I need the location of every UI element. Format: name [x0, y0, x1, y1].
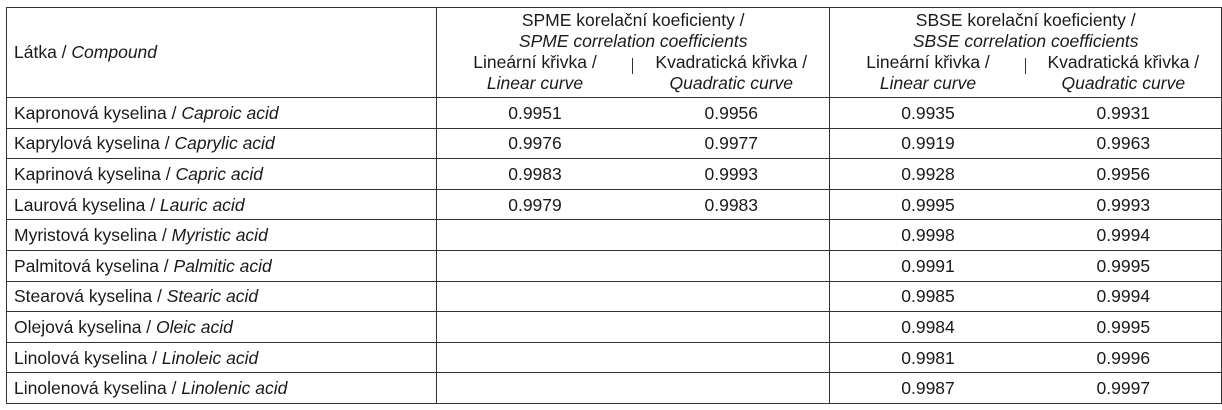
- spme-linear-header-en: Linear curve: [486, 73, 584, 93]
- compound-cell: [7, 128, 437, 159]
- spme-linear-value: [436, 220, 633, 251]
- spme-quadratic-value: 0.9993: [633, 159, 830, 190]
- spme-linear-value: [436, 342, 633, 373]
- compound-name-cz: Palmitová kyselina /: [14, 255, 174, 276]
- spme-group-header: [436, 8, 830, 53]
- compound-name-en: Linoleic acid: [161, 347, 259, 368]
- compound-cell: [7, 312, 437, 343]
- correlation-table: [6, 7, 1222, 404]
- compound-cell: [7, 159, 437, 190]
- compound-cell: [7, 373, 437, 404]
- compound-name-cz: Stearová kyselina /: [14, 286, 167, 307]
- sbse-quadratic-value: 0.9993: [1026, 189, 1222, 220]
- spme-linear-value: 0.9979: [436, 189, 633, 220]
- compound-name-en: Lauric acid: [159, 194, 245, 215]
- compound-name-cz: Kaprylová kyselina /: [14, 133, 175, 154]
- sbse-quadratic-header-cz: Kvadratická křivka /: [1047, 52, 1200, 72]
- sbse-quadratic-value: 0.9931: [1026, 98, 1222, 129]
- table-row: [7, 250, 1222, 281]
- table-row: [7, 281, 1222, 312]
- table-row: [7, 342, 1222, 373]
- spme-linear-value: [436, 312, 633, 343]
- table-row: [7, 98, 1222, 129]
- sbse-linear-header: [830, 52, 1026, 98]
- compound-name-en: Palmitic acid: [173, 255, 272, 276]
- spme-quadratic-header-cz: Kvadratická křivka /: [655, 52, 808, 72]
- compound-name-cz: Kapronová kyselina /: [14, 102, 182, 123]
- table-row: [7, 312, 1222, 343]
- sbse-linear-value: 0.9928: [830, 159, 1026, 190]
- compound-name-en: Capric acid: [175, 163, 264, 184]
- spme-quadratic-value: [633, 373, 830, 404]
- sbse-quadratic-value: 0.9995: [1026, 312, 1222, 343]
- compound-cell: [7, 189, 437, 220]
- sbse-linear-header-cz: Lineární křivka /: [866, 52, 990, 72]
- spme-linear-value: [436, 373, 633, 404]
- sbse-linear-value: 0.9935: [830, 98, 1026, 129]
- spme-quadratic-value: 0.9983: [633, 189, 830, 220]
- sbse-quadratic-value: 0.9994: [1026, 281, 1222, 312]
- sbse-quadratic-value: 0.9963: [1026, 128, 1222, 159]
- compound-name-cz: Kaprinová kyselina /: [14, 163, 176, 184]
- spme-quadratic-value: [633, 281, 830, 312]
- spme-linear-value: 0.9976: [436, 128, 633, 159]
- sbse-linear-value: 0.9987: [901, 378, 955, 399]
- sbse-linear-value: 0.9995: [830, 189, 1026, 220]
- sbse-linear-value: 0.9985: [830, 281, 1026, 312]
- sbse-header-en: SBSE correlation coefficients: [912, 31, 1139, 51]
- compound-name-en: Caprylic acid: [174, 133, 275, 154]
- compound-cell: [7, 342, 437, 373]
- sbse-linear-value: 0.9991: [830, 250, 1026, 281]
- table-row: [7, 159, 1222, 190]
- spme-linear-header-cz: Lineární křivka /: [473, 52, 597, 72]
- spme-quadratic-header-en: Quadratic curve: [669, 73, 794, 93]
- table-container: [6, 7, 1222, 404]
- compound-name-en: Linolenic acid: [181, 378, 288, 399]
- table-row: [7, 128, 1222, 159]
- spme-quadratic-value: [633, 342, 830, 373]
- spme-quadratic-value: [633, 250, 830, 281]
- compound-name-en: Caproic acid: [181, 102, 279, 123]
- compound-header: [7, 8, 437, 98]
- sbse-quadratic-header-en: Quadratic curve: [1061, 73, 1186, 93]
- sbse-group-header: [830, 8, 1222, 53]
- sbse-linear-value: 0.9984: [830, 312, 1026, 343]
- sbse-linear-value: 0.9981: [830, 342, 1026, 373]
- spme-quadratic-header: [633, 52, 830, 98]
- compound-name-en: Myristic acid: [171, 225, 268, 246]
- table-row: [7, 189, 1222, 220]
- compound-name-en: Oleic acid: [156, 316, 233, 337]
- compound-cell: [7, 250, 437, 281]
- compound-name-cz: Laurová kyselina /: [14, 194, 160, 215]
- sbse-header-cz: SBSE korelační koeficienty /: [915, 10, 1136, 30]
- sbse-quadratic-value: 0.9994: [1026, 220, 1222, 251]
- compound-name-cz: Linolenová kyselina /: [14, 378, 182, 399]
- table-row: [7, 220, 1222, 251]
- spme-quadratic-value: [633, 220, 830, 251]
- spme-linear-value: 0.9951: [436, 98, 633, 129]
- table-row: [7, 373, 1222, 404]
- compound-cell: [7, 220, 437, 251]
- compound-header-en: Compound: [71, 42, 158, 62]
- sbse-linear-value: 0.9998: [830, 220, 1026, 251]
- spme-linear-header: [436, 52, 633, 98]
- spme-header-en: SPME correlation coefficients: [518, 31, 748, 51]
- compound-name-cz: Olejová kyselina /: [14, 316, 157, 337]
- header-group-row: [7, 8, 1222, 53]
- sbse-linear-value: 0.9919: [830, 128, 1026, 159]
- compound-cell: [7, 98, 437, 129]
- compound-header-cz: Látka /: [14, 42, 72, 62]
- sbse-linear-header-en: Linear curve: [879, 73, 977, 93]
- table-body: [7, 98, 1222, 404]
- spme-linear-value: [436, 281, 633, 312]
- sbse-quadratic-header: [1026, 52, 1222, 98]
- spme-quadratic-value: 0.9956: [633, 98, 830, 129]
- spme-quadratic-value: [633, 312, 830, 343]
- sbse-quadratic-value: 0.9995: [1026, 250, 1222, 281]
- compound-name-cz: Linolová kyselina /: [14, 347, 162, 368]
- compound-cell: [7, 281, 437, 312]
- spme-linear-value: [436, 250, 633, 281]
- compound-name-cz: Myristová kyselina /: [14, 225, 172, 246]
- sbse-quadratic-value: 0.9997: [1096, 378, 1151, 399]
- spme-linear-value: 0.9983: [436, 159, 633, 190]
- compound-name-en: Stearic acid: [166, 286, 259, 307]
- spme-header-cz: SPME korelační koeficienty /: [521, 10, 745, 30]
- sbse-quadratic-value: 0.9996: [1026, 342, 1222, 373]
- sbse-quadratic-value: 0.9956: [1026, 159, 1222, 190]
- spme-quadratic-value: 0.9977: [633, 128, 830, 159]
